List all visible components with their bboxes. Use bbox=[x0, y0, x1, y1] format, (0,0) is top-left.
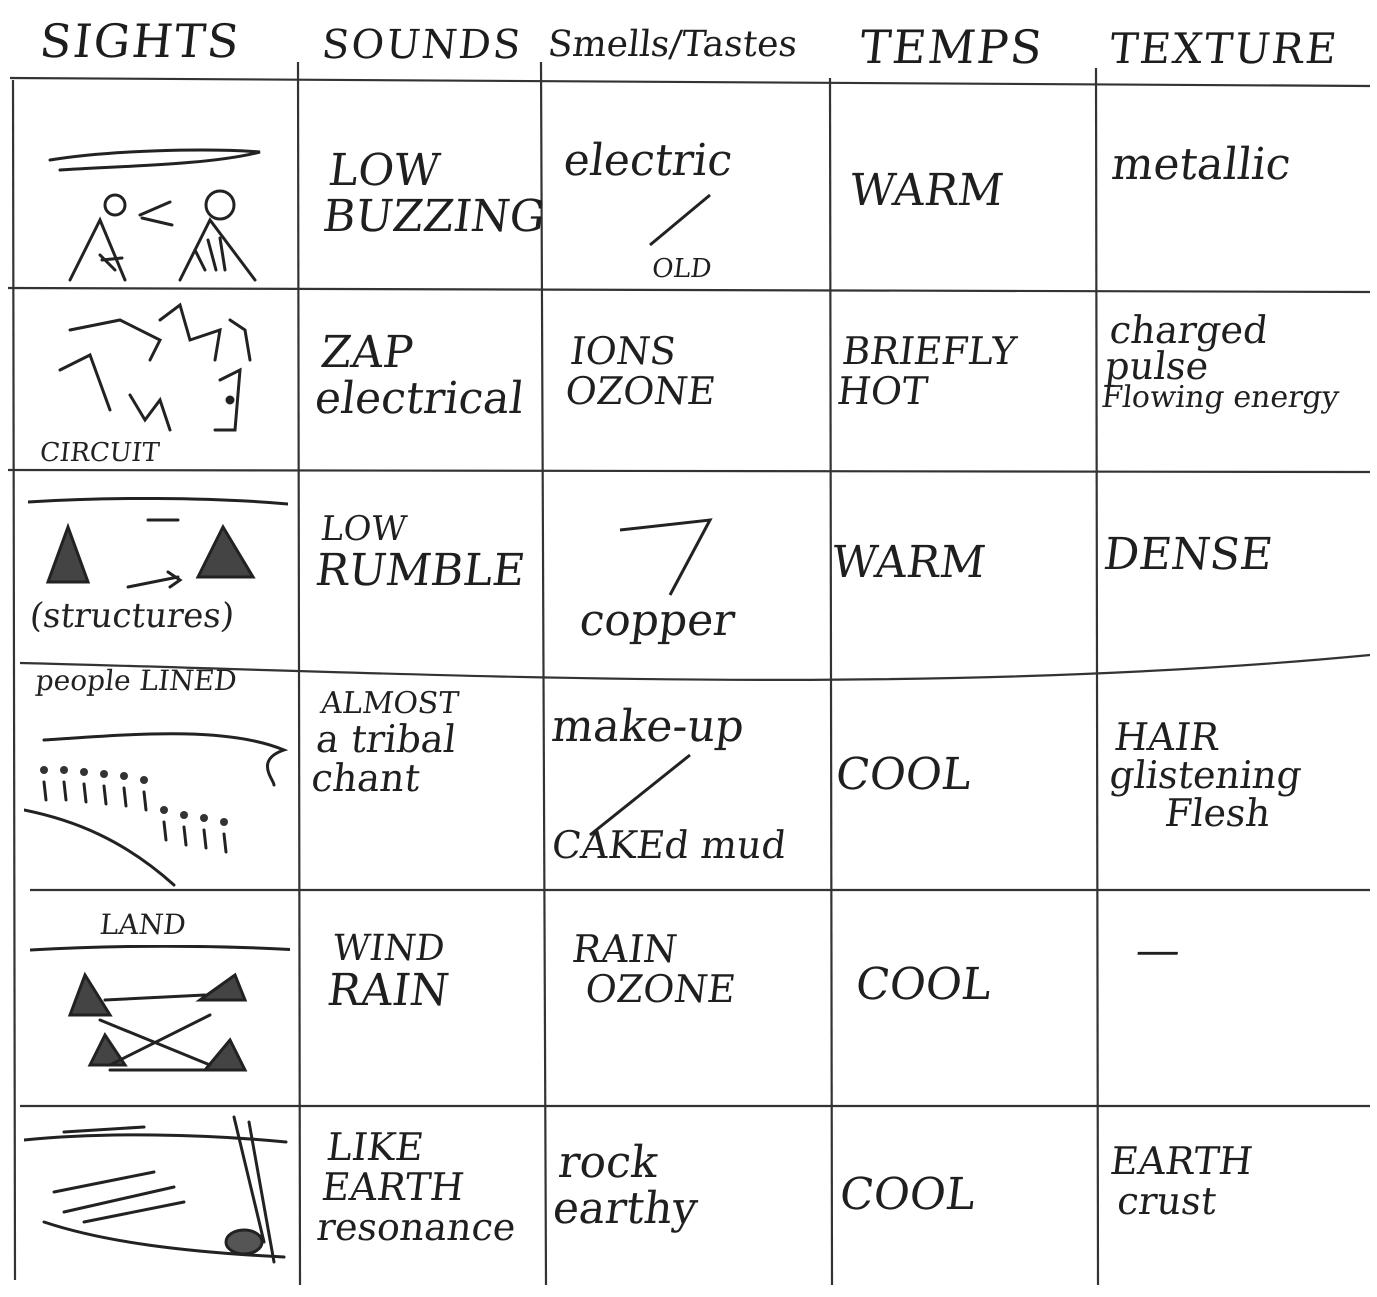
header-temps: TEMPS bbox=[857, 20, 1047, 74]
row1-temp: WARM bbox=[846, 165, 1007, 216]
row6-sound: LIKE EARTH resonance bbox=[314, 1125, 519, 1249]
sketch-people-lined bbox=[24, 710, 294, 890]
row1-smell-slash bbox=[640, 190, 720, 250]
row1-texture: metallic bbox=[1108, 139, 1294, 190]
sketch-earth bbox=[24, 1112, 294, 1282]
row3-temp: WARM bbox=[828, 537, 989, 588]
header-texture: TEXTURE bbox=[1107, 24, 1341, 73]
row6-smell: rock earthy bbox=[550, 1137, 701, 1235]
sketch-two-figures bbox=[30, 130, 290, 290]
sketch-land bbox=[30, 945, 290, 1095]
sketch-structures bbox=[28, 492, 288, 612]
row1-smell-sub: OLD bbox=[650, 254, 714, 284]
row5-texture: — bbox=[1132, 925, 1184, 976]
row4-temp: COOL bbox=[832, 749, 975, 800]
row2-temp: BRIEFLY HOT bbox=[834, 329, 1019, 413]
header-sounds: SOUNDS bbox=[319, 22, 525, 68]
row4-sight-caption: people LINED bbox=[34, 664, 239, 697]
row2-smell: IONS OZONE bbox=[562, 329, 719, 413]
row5-sight-caption: LAND bbox=[98, 908, 188, 941]
row1-sound: LOW BUZZING bbox=[320, 145, 548, 243]
row3-sight-caption: (structures) bbox=[27, 596, 237, 636]
row5-sound: WIND RAIN bbox=[324, 928, 452, 1016]
row2-sound: ZAP electrical bbox=[312, 327, 527, 425]
row2-sight-caption: CIRCUIT bbox=[38, 438, 161, 468]
row4-smell-sub: CAKEd mud bbox=[549, 823, 789, 867]
row3-smell-slash bbox=[610, 510, 720, 600]
row5-smell: RAIN OZONE bbox=[569, 927, 739, 1011]
row4-smell-main: make-up bbox=[548, 701, 748, 752]
row4-sound: ALMOST a tribal chant bbox=[309, 686, 461, 801]
row2-texture: charged pulse Flowing energy bbox=[1099, 308, 1341, 416]
header-sights: SIGHTS bbox=[37, 14, 244, 68]
row6-temp: COOL bbox=[836, 1169, 979, 1220]
row3-sound: LOW RUMBLE bbox=[312, 509, 528, 596]
header-smells-tastes: Smells/Tastes bbox=[545, 24, 800, 65]
row5-temp: COOL bbox=[852, 959, 995, 1010]
row3-texture: DENSE bbox=[1100, 529, 1276, 580]
row4-texture: HAIR glistening Flesh bbox=[1107, 715, 1305, 835]
row6-texture: EARTH crust bbox=[1107, 1139, 1255, 1223]
row3-smell: copper bbox=[576, 595, 738, 646]
sketch-circuit bbox=[30, 300, 290, 450]
row1-smell-main: electric bbox=[560, 135, 736, 186]
